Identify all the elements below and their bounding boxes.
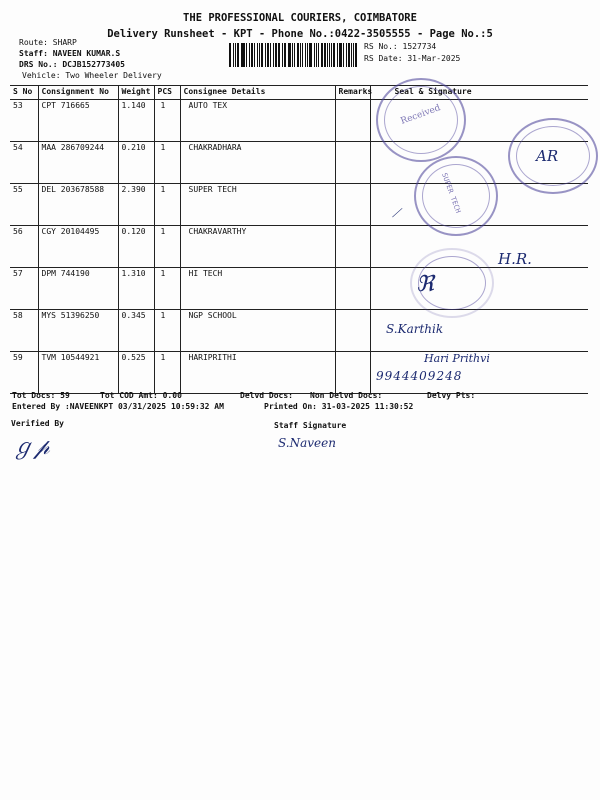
cell-consignee: CHAKRAVARTHY [180,226,335,268]
barcode-bar [233,43,234,67]
barcode-bar [267,43,269,67]
table-header-row [10,86,588,100]
route: Route: SHARP [19,38,77,47]
barcode-bar [265,43,266,67]
cell-weight: 1.140 [118,100,154,142]
cell-pcs: 1 [154,184,180,226]
cell-remarks [335,184,370,226]
tot-cod-amt: Tot COD Amt: 0.00 [100,391,182,400]
cell-consignment: DEL 203678588 [38,184,118,226]
barcode-bar [249,43,250,67]
cell-sno: 59 [10,352,38,394]
cell-pcs: 1 [154,226,180,268]
barcode-bar [251,43,253,67]
cell-sno: 56 [10,226,38,268]
col-seal-signature: Seal & Signature [370,86,588,100]
table-row [10,310,588,352]
scribble-row57: ℜ [416,272,434,297]
cell-weight: 0.120 [118,226,154,268]
barcode-bar [292,43,293,67]
barcode-bar [302,43,303,67]
cell-sno: 54 [10,142,38,184]
barcode-bar [270,43,271,67]
cell-weight: 0.345 [118,310,154,352]
cell-sno: 58 [10,310,38,352]
barcode-bar [343,43,344,67]
cell-weight: 0.210 [118,142,154,184]
barcode-bar [355,43,357,67]
cell-sno: 57 [10,268,38,310]
supertech-stamp-text: SUPER TECH [440,171,463,215]
barcode-bar [348,43,350,67]
delvd-docs: Delvd Docs: [240,391,293,400]
barcode-bar [242,43,245,67]
barcode-bar [246,43,247,67]
barcode-bar [300,43,301,67]
barcode-bar [307,43,308,67]
received-stamp-text: Received [399,103,442,127]
barcode-bar [284,43,285,67]
barcode-bar [353,43,354,67]
barcode-bar [254,43,255,67]
vehicle: Vehicle: Two Wheeler Delivery [22,71,162,80]
col-remarks: Remarks [335,86,370,100]
barcode-bar [327,43,328,67]
barcode-bar [259,43,260,67]
barcode-bar [297,43,299,67]
cell-remarks [335,142,370,184]
cell-consignee: HARIPRITHI [180,352,335,394]
barcode-bar [346,43,347,67]
staff-signature: S.Naveen [278,436,336,450]
non-delvd-docs: Non Delvd Docs: [310,391,383,400]
delvy-pts: Delvy Pts: [427,391,476,400]
verified-signature: ℊ𝓅 [12,435,50,460]
handwritten-name-row59: Hari Prithvi [424,352,490,365]
barcode-bar [318,43,319,67]
barcode-bar [339,43,342,67]
barcode [229,43,358,67]
table-row [10,142,588,184]
cell-pcs: 1 [154,268,180,310]
cell-pcs: 1 [154,142,180,184]
cell-sno: 53 [10,100,38,142]
verified-by-label: Verified By [11,419,64,428]
company-title: THE PROFESSIONAL COURIERS, COIMBATORE [183,12,417,24]
barcode-bar [285,43,286,67]
barcode-bar [257,43,258,67]
tot-docs: Tot Docs: 59 [12,391,70,400]
barcode-bar [309,43,312,67]
barcode-bar [333,43,335,67]
signature-row54: AR [536,147,559,165]
cell-remarks [335,226,370,268]
barcode-bar [235,43,236,67]
signature-row57: H.R. [498,250,532,268]
col-consignment: Consignment No [38,86,118,100]
barcode-bar [278,43,280,67]
rs-number: RS No.: 1527734 [364,42,437,51]
barcode-bar [275,43,277,67]
cell-consignee: CHAKRADHARA [180,142,335,184]
cell-consignment: TVM 10544921 [38,352,118,394]
table-row [10,100,588,142]
barcode-bar [273,43,274,67]
cell-remarks [335,310,370,352]
staff-name: Staff: NAVEEN KUMAR.S [19,49,121,58]
barcode-bar [324,43,326,67]
barcode-bar [305,43,307,67]
barcode-bar [288,43,291,67]
cell-remarks [335,268,370,310]
drs-number: DRS No.: DCJB152773405 [19,60,125,69]
cell-pcs: 1 [154,352,180,394]
barcode-bar [294,43,295,67]
barcode-bar [337,43,338,67]
barcode-bar [241,43,242,67]
cell-pcs: 1 [154,100,180,142]
col-consignee: Consignee Details [180,86,335,100]
barcode-bar [261,43,264,67]
cell-consignment: MAA 286709244 [38,142,118,184]
cell-consignee: NGP SCHOOL [180,310,335,352]
runsheet-title: Delivery Runsheet - KPT - Phone No.:0422-3505555 - Page No.:5 [107,28,493,40]
col-pcs: PCS [154,86,180,100]
col-sno: S No [10,86,38,100]
entered-by: Entered By :NAVEENKPT 03/31/2025 10:59:32 AM [12,402,224,411]
supertech-stamp [414,156,498,236]
barcode-bar [237,43,239,67]
runsheet-table [10,85,588,394]
cell-consignee: HI TECH [180,268,335,310]
barcode-bar [351,43,352,67]
cell-consignee: AUTO TEX [180,100,335,142]
received-stamp [376,78,466,162]
barcode-bar [321,43,323,67]
printed-on: Printed On: 31-03-2025 11:30:52 [264,402,414,411]
handwritten-phone-row59: 9944409248 [376,369,463,383]
cell-consignment: MYS 51396250 [38,310,118,352]
cell-remarks [335,100,370,142]
mark-row55: ⟋ [392,206,401,220]
cell-consignee: SUPER TECH [180,184,335,226]
barcode-bar [282,43,283,67]
table-row [10,184,588,226]
table-row [10,352,588,394]
cell-consignment: DPM 744190 [38,268,118,310]
barcode-bar [316,43,317,67]
cell-weight: 0.525 [118,352,154,394]
cell-weight: 2.390 [118,184,154,226]
cell-weight: 1.310 [118,268,154,310]
table-row [10,268,588,310]
signature-row58: S.Karthik [386,322,444,336]
cell-consignment: CGY 20104495 [38,226,118,268]
cell-remarks [335,352,370,394]
barcode-bar [314,43,315,67]
barcode-bar [331,43,332,67]
col-weight: Weight [118,86,154,100]
barcode-bar [329,43,330,67]
cell-consignment: CPT 716665 [38,100,118,142]
barcode-bar [229,43,231,67]
rs-date: RS Date: 31-Mar-2025 [364,54,461,63]
staff-signature-label: Staff Signature [274,421,347,430]
cell-sno: 55 [10,184,38,226]
cell-pcs: 1 [154,310,180,352]
